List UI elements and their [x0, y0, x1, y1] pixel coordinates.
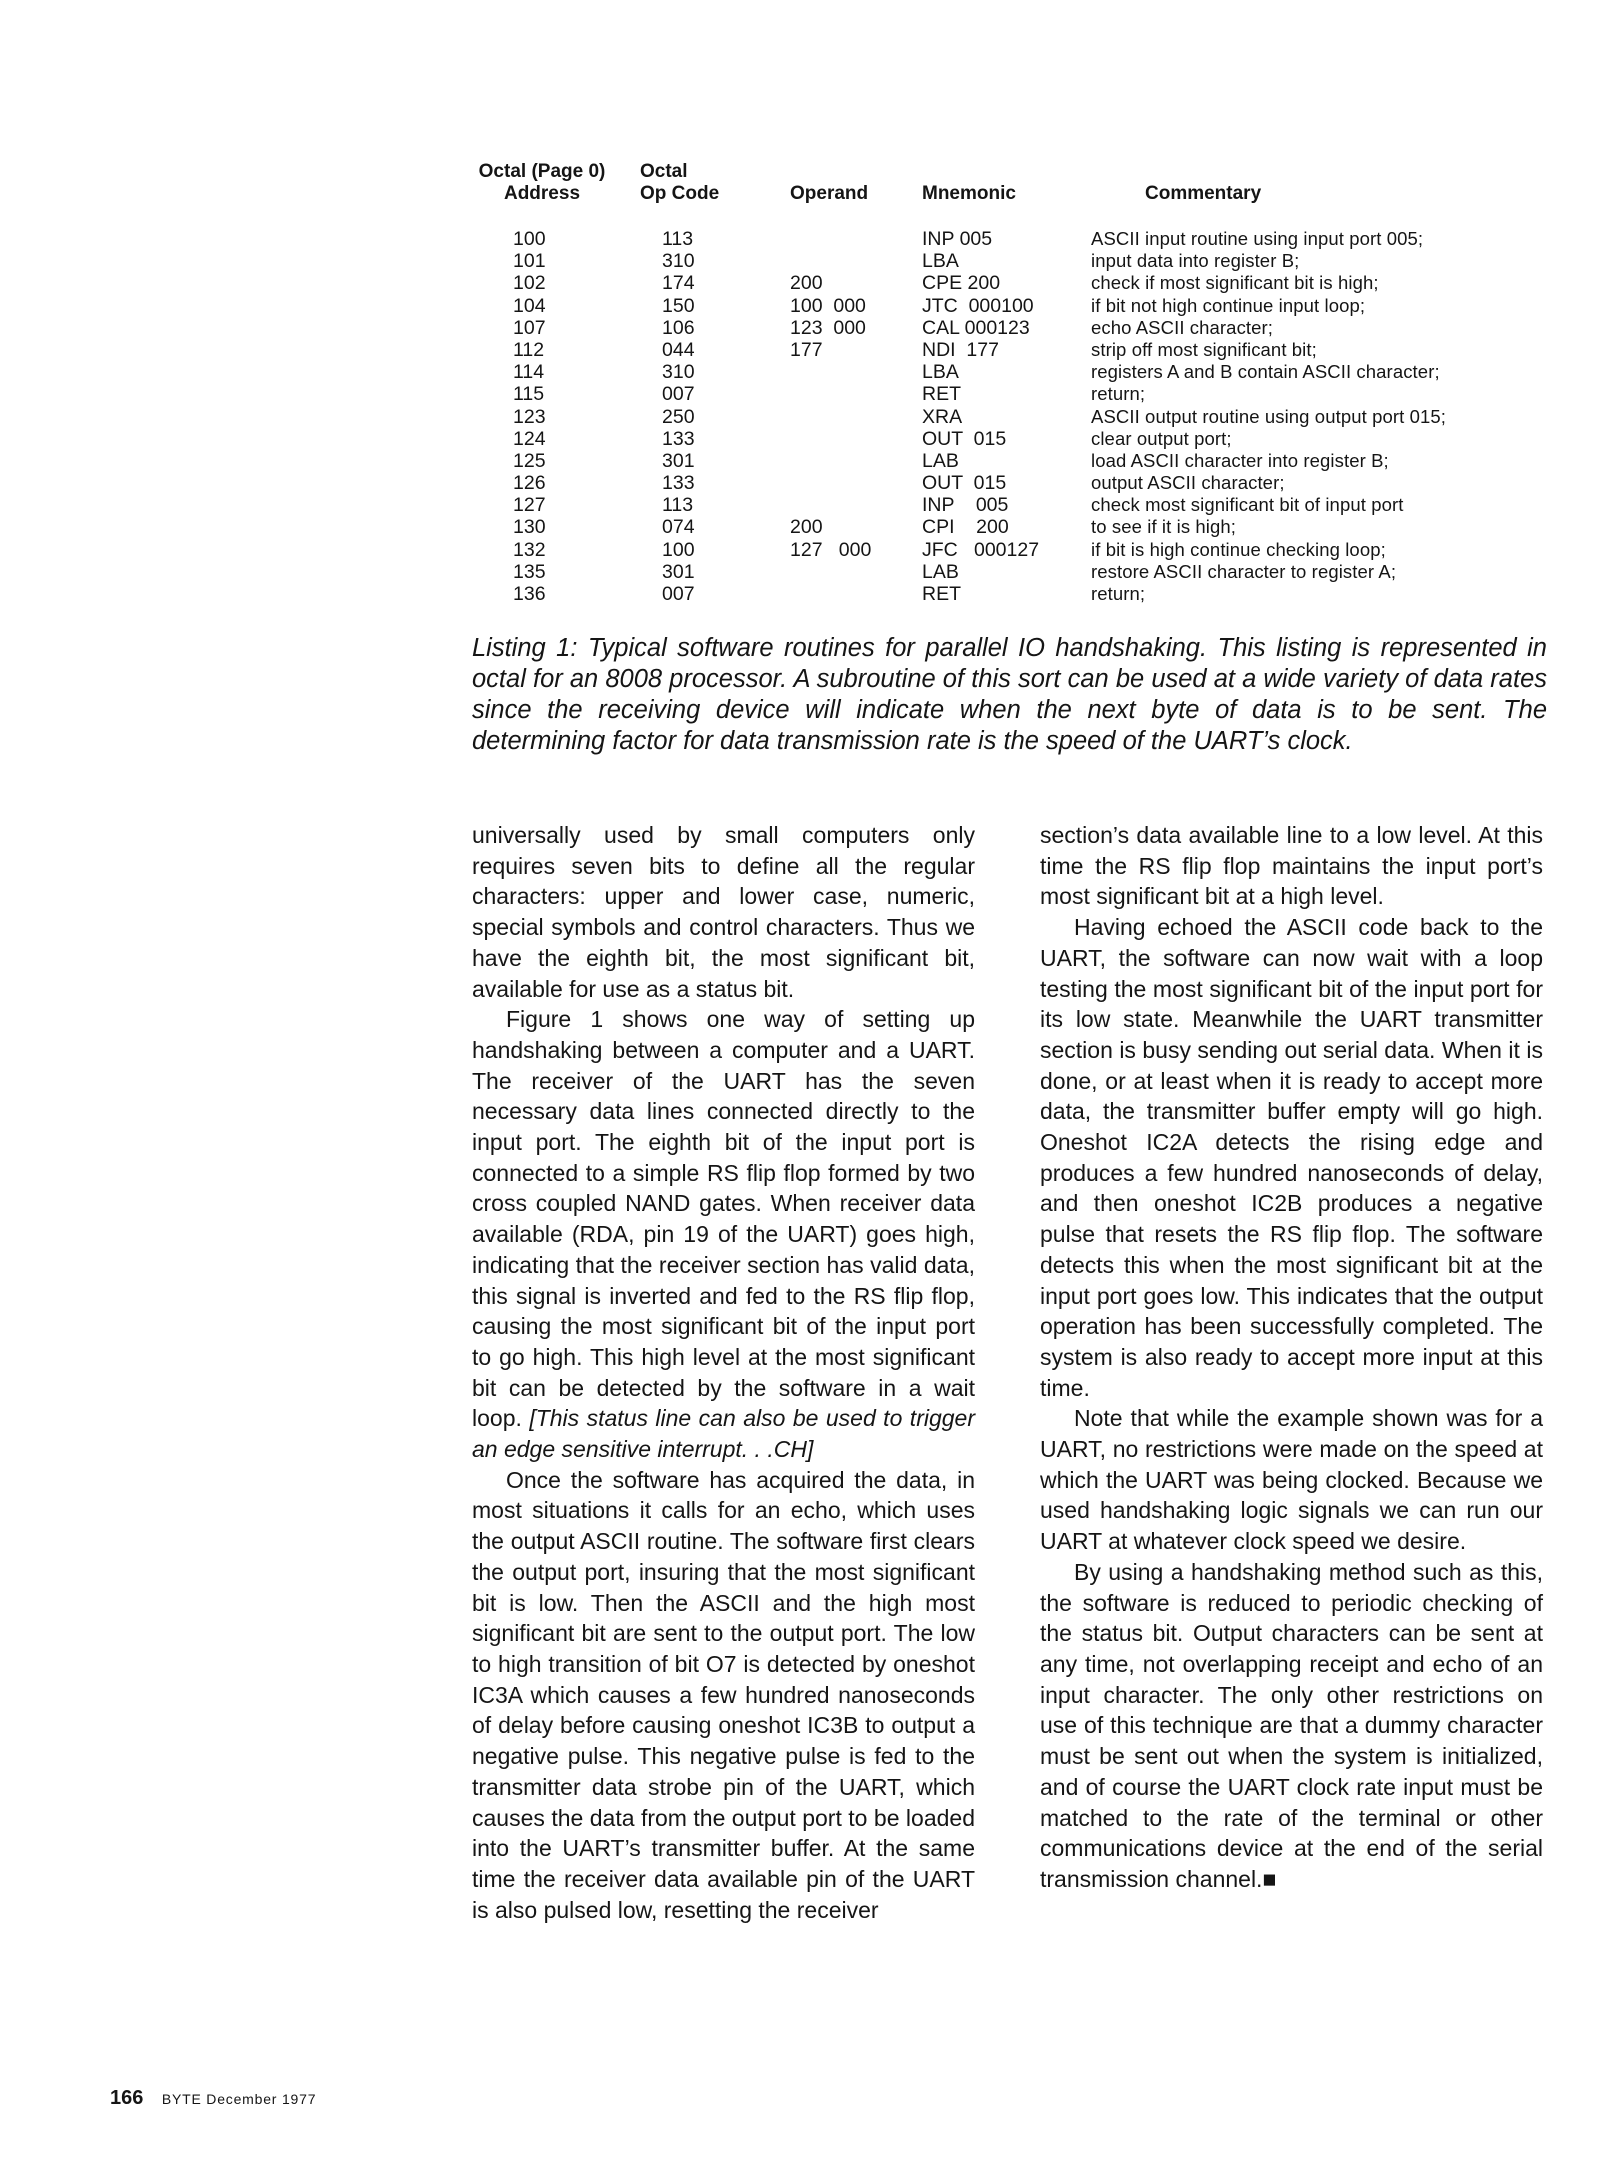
paragraph [472, 1004, 975, 1465]
listing-row [465, 472, 1525, 494]
mnemonic-cell: XRA [922, 405, 963, 428]
opcode-cell: 310 [662, 361, 695, 384]
address-cell: 136 [513, 583, 546, 605]
commentary-cell: strip off most significant bit; [1091, 338, 1317, 360]
opcode-cell: 133 [662, 427, 695, 450]
opcode-cell: 007 [662, 583, 695, 605]
end-of-article-mark: ■ [1262, 1865, 1277, 1892]
listing-row [465, 428, 1525, 450]
listing-row [465, 494, 1525, 516]
opcode-cell: 007 [662, 383, 695, 406]
operand-cell: 123 000 [790, 316, 866, 339]
address-cell: 104 [513, 294, 546, 317]
opcode-cell: 301 [662, 449, 695, 472]
address-cell: 100 [513, 228, 546, 250]
commentary-cell: check most significant bit of input port [1091, 494, 1404, 516]
mnemonic-cell: LAB [922, 449, 959, 472]
header-address [472, 161, 612, 205]
opcode-cell: 106 [662, 316, 695, 339]
editor-note: [This status line can also be used to trigger an edge sensitive interrupt. . .CH] [472, 1405, 975, 1463]
header-address-line1: Octal (Page 0) [478, 161, 606, 182]
body-column-right [1040, 820, 1543, 1895]
opcode-cell: 113 [662, 494, 694, 517]
commentary-cell: input data into register B; [1091, 250, 1300, 272]
listing-row [465, 516, 1525, 538]
listing-row [465, 361, 1525, 383]
commentary-cell: echo ASCII character; [1091, 316, 1274, 338]
opcode-cell: 133 [662, 472, 695, 495]
mnemonic-cell: JTC 000100 [922, 294, 1034, 317]
opcode-cell: 310 [662, 250, 695, 273]
header-operand: Operand [790, 183, 869, 204]
paragraph: Note that while the example shown was for a UART, no restrictions were made on the speed at which the UART was being clocked. Because we used handshaking logic signals we can run our UART at whatever clock speed we desire. [1040, 1405, 1543, 1555]
address-cell: 115 [513, 383, 545, 406]
mnemonic-cell: NDI 177 [922, 338, 999, 361]
body-column-left [472, 820, 975, 1925]
listing-rows [465, 228, 1525, 605]
header-commentary: Commentary [1145, 183, 1262, 204]
commentary-cell: clear output port; [1091, 427, 1232, 449]
listing-row [465, 561, 1525, 583]
paragraph: Once the software has acquired the data, in most situations it calls for an echo, which uses the output ASCII routine. The software first clears the output port, insuring that the most significant bit is low. Then the ASCII and the high most significant bit are sent to the output port. The low to high transition of bit O7 is detected by oneshot IC3A which causes a few hundred nanoseconds of delay before causing oneshot IC3B to output a negative pulse. This negative pulse is fed to the transmitter data strobe pin of the UART, which causes the data from the output port to be loaded into the UART’s transmitter buffer. At the same time the receiver data available pin of the UART is also pulsed low, resetting the receiver [472, 1466, 975, 1923]
mnemonic-cell: JFC 000127 [922, 538, 1040, 561]
address-cell: 102 [513, 272, 546, 295]
address-cell: 132 [513, 538, 546, 561]
header-opcode [640, 161, 719, 205]
opcode-cell: 100 [662, 538, 695, 561]
mnemonic-cell: CPE 200 [922, 272, 1001, 295]
operand-cell: 100 000 [790, 294, 866, 317]
listing-row [465, 317, 1525, 339]
listing-row [465, 583, 1525, 605]
listing-row [465, 250, 1525, 272]
operand-cell: 127 000 [790, 538, 872, 561]
mnemonic-cell: INP 005 [922, 494, 1009, 517]
page-footer [110, 2087, 316, 2110]
header-address-line2: Address [503, 183, 581, 204]
mnemonic-cell: CPI 200 [922, 516, 1009, 539]
commentary-cell: registers A and B contain ASCII character; [1091, 361, 1440, 383]
header-opcode-line2: Op Code [640, 183, 720, 204]
address-cell: 112 [513, 338, 545, 361]
page-number: 166 [110, 2087, 144, 2109]
commentary-cell: return; [1091, 383, 1146, 405]
paragraph-text: By using a handshaking method such as this, the software is reduced to periodic checking of the status bit. Output characters can be sent at any time, not overlapping receipt and echo of an input character. The only other restrictions on use of this technique are that a dummy character must be sent out when the system is initialized, and of course the UART clock rate input must be matched to the rate of the terminal or other communications device at the end of the serial transmission channel. [1040, 1558, 1543, 1892]
listing-caption: Listing 1: Typical software routines for parallel IO handshaking. This listing is represented in octal for an 8008 processor. A subroutine of this sort can be used at a wide variety of data rates since the receiving device will indicate when the next byte of data is to be sent. The determining factor for data transmission rate is the speed of the UART’s clock. [472, 634, 1547, 755]
mnemonic-cell: LBA [922, 250, 959, 273]
operand-cell: 177 [790, 338, 823, 361]
opcode-cell: 174 [662, 272, 695, 295]
commentary-cell: ASCII output routine using output port 015; [1091, 405, 1447, 427]
commentary-cell: to see if it is high; [1091, 516, 1237, 538]
listing-row [465, 450, 1525, 472]
listing-row [465, 539, 1525, 561]
address-cell: 101 [513, 250, 546, 273]
address-cell: 130 [513, 516, 546, 539]
listing-row [465, 228, 1525, 250]
paragraph: section’s data available line to a low level. At this time the RS flip flop maintains the input port’s most significant bit at a high level. [1040, 822, 1543, 910]
commentary-cell: if bit not high continue input loop; [1091, 294, 1366, 316]
header-opcode-line1: Octal [640, 161, 688, 182]
commentary-cell: ASCII input routine using input port 005; [1091, 228, 1424, 249]
commentary-cell: return; [1091, 583, 1146, 604]
listing-row [465, 339, 1525, 361]
address-cell: 107 [513, 316, 546, 339]
commentary-cell: if bit is high continue checking loop; [1091, 538, 1386, 560]
address-cell: 114 [513, 361, 545, 384]
commentary-cell: load ASCII character into register B; [1091, 449, 1389, 471]
address-cell: 125 [513, 449, 546, 472]
mnemonic-cell: INP 005 [922, 228, 993, 250]
listing-row [465, 406, 1525, 428]
header-mnemonic: Mnemonic [922, 183, 1016, 204]
opcode-cell: 044 [662, 338, 695, 361]
paragraph-text: Figure 1 shows one way of setting up handshaking between a computer and a UART. The receiver of the UART has the seven necessary data lines connected directly to the input port. The eighth bit of the input port is connected to a simple RS flip flop formed by two cross coupled NAND gates. When receiver data available (RDA, pin 19 of the UART) goes high, indicating that the receiver section has valid data, this signal is inverted and fed to the RS flip flop, causing the most significant bit of the input port to go high. This high level at the most significant bit can be detected by the software in a wait loop. [472, 1006, 975, 1432]
listing-row [465, 272, 1525, 294]
mnemonic-cell: LBA [922, 361, 959, 384]
mnemonic-cell: OUT 015 [922, 427, 1007, 450]
mnemonic-cell: CAL 000123 [922, 316, 1030, 339]
commentary-cell: check if most significant bit is high; [1091, 272, 1379, 294]
address-cell: 126 [513, 472, 546, 495]
listing-row [465, 383, 1525, 405]
listing-row [465, 295, 1525, 317]
listing-table [465, 161, 1525, 605]
address-cell: 124 [513, 427, 546, 450]
commentary-cell: output ASCII character; [1091, 472, 1285, 494]
mnemonic-cell: OUT 015 [922, 472, 1007, 495]
address-cell: 135 [513, 560, 546, 583]
operand-cell: 200 [790, 272, 823, 295]
mnemonic-cell: LAB [922, 560, 959, 583]
opcode-cell: 301 [662, 560, 695, 583]
opcode-cell: 250 [662, 405, 695, 428]
paragraph: universally used by small computers only requires seven bits to define all the regular characters: upper and lower case, numeric, special symbols and control characters. Thus we have the eighth bit, the most significant bit, available for use as a status bit. [472, 822, 975, 1002]
operand-cell: 200 [790, 516, 823, 539]
paragraph: Having echoed the ASCII code back to the UART, the software can now wait with a loop testing the most significant bit of the input port for its low state. Meanwhile the UART transmitter section is busy sending out serial data. When it is done, or at least when it is ready to accept more data, the transmitter buffer empty will go high. Oneshot IC2A detects the rising edge and produces a few hundred nanoseconds of delay, and then oneshot IC2B produces a negative pulse that resets the RS flip flop. The software detects this when the most significant bit at the input port goes low. This indicates that the output operation has been successfully completed. The system is also ready to accept more input at this time. [1040, 914, 1543, 1401]
address-cell: 127 [513, 494, 546, 517]
publication-name: BYTE December 1977 [161, 2091, 317, 2107]
opcode-cell: 150 [662, 294, 695, 317]
listing-header [465, 161, 1525, 211]
opcode-cell: 113 [662, 228, 694, 250]
address-cell: 123 [513, 405, 546, 428]
mnemonic-cell: RET [922, 583, 961, 605]
mnemonic-cell: RET [922, 383, 961, 406]
opcode-cell: 074 [662, 516, 695, 539]
commentary-cell: restore ASCII character to register A; [1091, 560, 1397, 582]
paragraph [1040, 1557, 1543, 1895]
